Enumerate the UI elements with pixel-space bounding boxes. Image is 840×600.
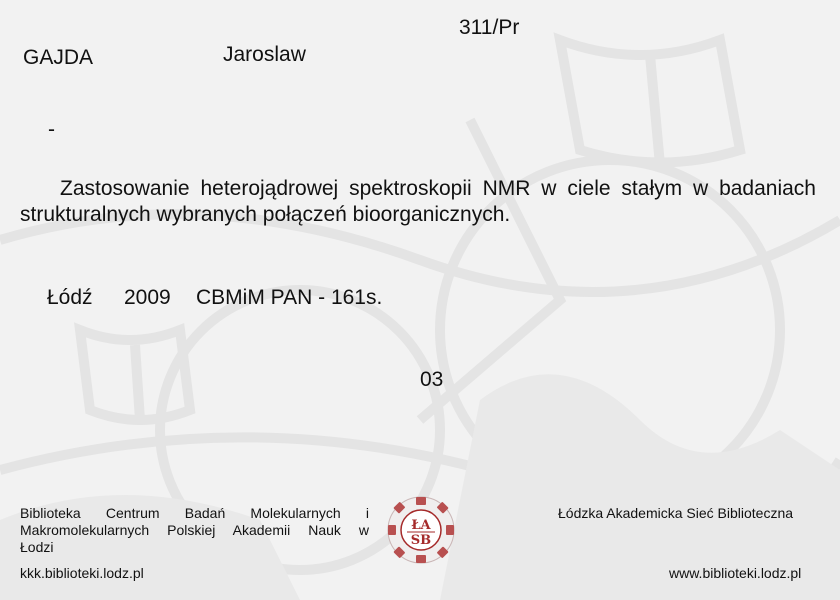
classification-code: 03 xyxy=(420,368,444,391)
call-number: 311/Pr xyxy=(459,16,520,39)
author-first-name: Jaroslaw xyxy=(223,43,306,66)
library-name: Biblioteka Centrum Badań Molekularnych i Makromolekularnych Polskiej Akademii Nauk w xyxy=(20,505,369,538)
publication-year: 2009 xyxy=(124,286,171,309)
author-surname: GAJDA xyxy=(23,46,94,69)
svg-text:SB: SB xyxy=(410,533,432,548)
network-url-link[interactable]: www.biblioteki.lodz.pl xyxy=(669,565,802,581)
library-name-city: Łodzi xyxy=(20,539,54,555)
thesis-title: Zastosowanie heterojądrowej spektroskopii NMR w ciele stałym w badaniach strukturalnych wybranych połączeń bioorganicznych. xyxy=(20,177,816,226)
dash-placeholder: - xyxy=(48,118,55,141)
publisher-pages: CBMiM PAN - 161s. xyxy=(196,286,383,309)
publication-place: Łódź xyxy=(47,286,93,309)
svg-text:ŁA: ŁA xyxy=(411,518,431,533)
catalog-url-link[interactable]: kkk.biblioteki.lodz.pl xyxy=(20,565,144,581)
lasb-logo-icon xyxy=(385,494,457,566)
network-name: Łódzka Akademicka Sieć Biblioteczna xyxy=(558,505,794,521)
